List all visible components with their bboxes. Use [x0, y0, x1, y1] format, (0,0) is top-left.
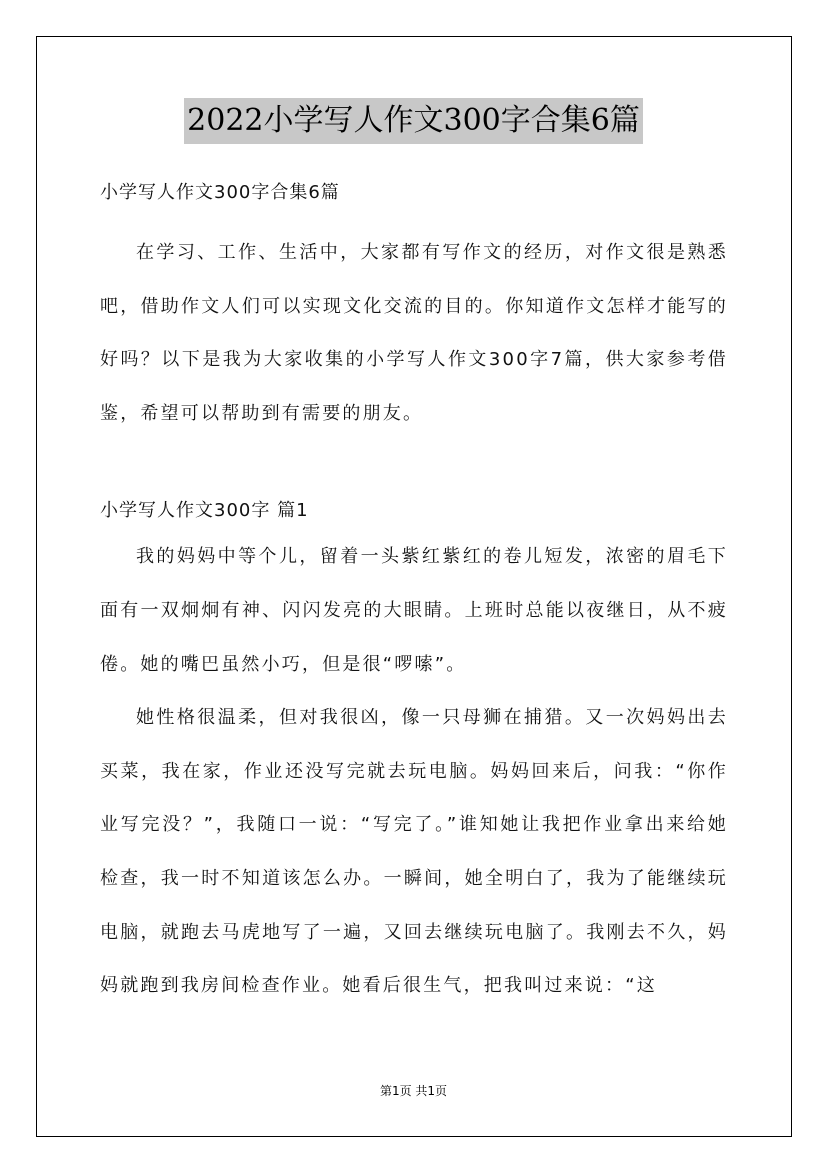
- body-paragraph: 她性格很温柔，但对我很凶，像一只母狮在捕猎。又一次妈妈出去买菜，我在家，作业还没写完就去玩电脑。妈妈回来后，问我：“你作业写完没？”，我随口一说：“写完了。”谁知她让我把作业拿出来给她检查，我一时不知道该怎么办。一瞬间，她全明白了，我为了能继续玩电脑，就跑去马虎地写了一遍，又回去继续玩电脑了。我刚去不久，妈妈就跑到我房间检查作业。她看后很生气，把我叫过来说：“这: [100, 707, 728, 997]
- page-footer: 第1页 共1页: [379, 1084, 448, 1098]
- intro-paragraph: 在学习、工作、生活中，大家都有写作文的经历，对作文很是熟悉吧，借助作文人们可以实现文化交流的目的。你知道作文怎样才能写的好吗？以下是我为大家收集的小学写人作文300字7篇，供大家参考借鉴，希望可以帮助到有需要的朋友。: [100, 242, 728, 424]
- body-paragraph: 我的妈妈中等个儿，留着一头紫红紫红的卷儿短发，浓密的眉毛下面有一双炯炯有神、闪闪发亮的大眼睛。上班时总能以夜继日，从不疲倦。她的嘴巴虽然小巧，但是很“啰嗦”。: [100, 546, 728, 675]
- section-heading: 小学写人作文300字 篇1: [100, 500, 309, 522]
- document-title: 2022小学写人作文300字合集6篇: [184, 98, 643, 144]
- document-body: [100, 176, 728, 1013]
- title-container: [0, 98, 827, 144]
- intro-heading: 小学写人作文300字合集6篇: [100, 182, 340, 203]
